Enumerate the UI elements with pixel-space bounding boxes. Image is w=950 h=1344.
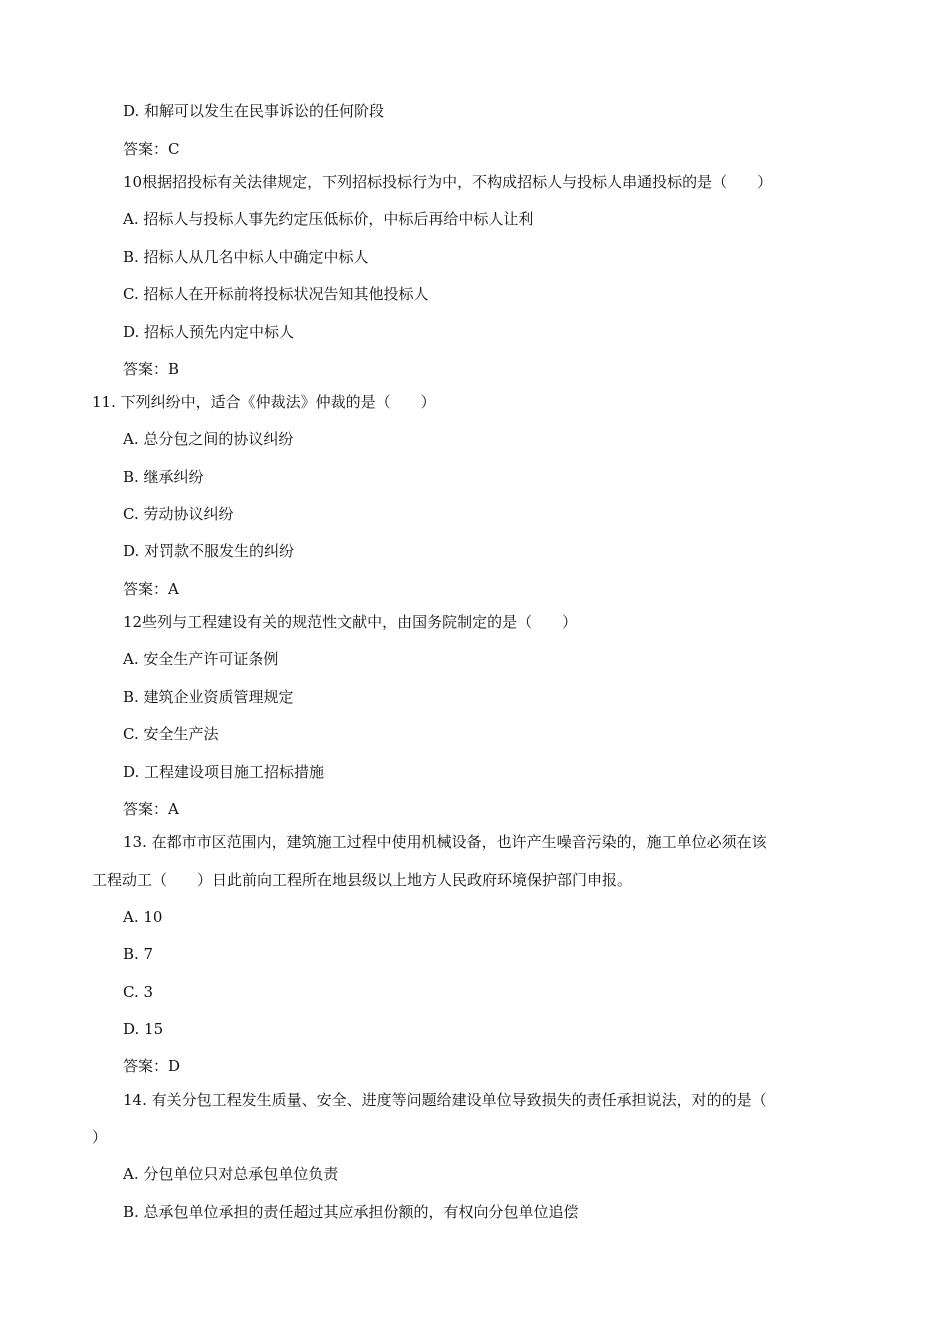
option-c-q12: C. 安全生产法 <box>123 725 219 743</box>
option-a-q10: A. 招标人与投标人事先约定压低标价，中标后再给中标人让利 <box>123 210 534 228</box>
option-d-q11: D. 对罚款不服发生的纠纷 <box>123 542 295 560</box>
answer-q13: 答案：D <box>123 1057 181 1075</box>
option-a-q12: A. 安全生产许可证条例 <box>123 650 279 668</box>
option-b-q12: B. 建筑企业资质管理规定 <box>123 688 294 706</box>
option-b-q10: B. 招标人从几名中标人中确定中标人 <box>123 248 369 266</box>
question-11: 11. 下列纠纷中，适合《仲裁法》仲裁的是（ ） <box>92 393 436 411</box>
question-10: 10根据招投标有关法律规定，下列招标投标行为中，不构成招标人与投标人串通投标的是（ ） <box>123 173 773 191</box>
option-d-q13: D. 15 <box>123 1020 164 1038</box>
answer-q11: 答案：A <box>123 580 179 598</box>
question-13-cont: 工程动工（ ）日此前向工程所在地县级以上地方人民政府环境保护部门申报。 <box>92 871 633 889</box>
question-12: 12些列与工程建设有关的规范性文献中，由国务院制定的是（ ） <box>123 613 578 631</box>
option-d-q9: D. 和解可以发生在民事诉讼的任何阶段 <box>123 102 385 120</box>
option-c-q13: C. 3 <box>123 983 154 1001</box>
option-a-q13: A. 10 <box>123 908 163 926</box>
option-c-q10: C. 招标人在开标前将投标状况告知其他投标人 <box>123 285 429 303</box>
option-a-q14: A. 分包单位只对总承包单位负责 <box>123 1165 339 1183</box>
question-14-cont: ） <box>92 1128 108 1146</box>
option-d-q10: D. 招标人预先内定中标人 <box>123 323 295 341</box>
answer-q12: 答案：A <box>123 800 179 818</box>
option-b-q13: B. 7 <box>123 945 154 963</box>
question-13: 13. 在都市市区范围内，建筑施工过程中使用机械设备，也许产生噪音污染的，施工单位必须在该 <box>123 833 767 851</box>
option-b-q11: B. 继承纠纷 <box>123 468 204 486</box>
option-d-q12: D. 工程建设项目施工招标措施 <box>123 763 325 781</box>
answer-q9: 答案：C <box>123 140 180 158</box>
option-b-q14: B. 总承包单位承担的责任超过其应承担份额的，有权向分包单位追偿 <box>123 1203 579 1221</box>
answer-q10: 答案：B <box>123 360 180 378</box>
option-a-q11: A. 总分包之间的协议纠纷 <box>123 430 294 448</box>
question-14: 14. 有关分包工程发生质量、安全、进度等问题给建设单位导致损失的责任承担说法，对的的是（ <box>123 1091 767 1109</box>
option-c-q11: C. 劳动协议纠纷 <box>123 505 234 523</box>
